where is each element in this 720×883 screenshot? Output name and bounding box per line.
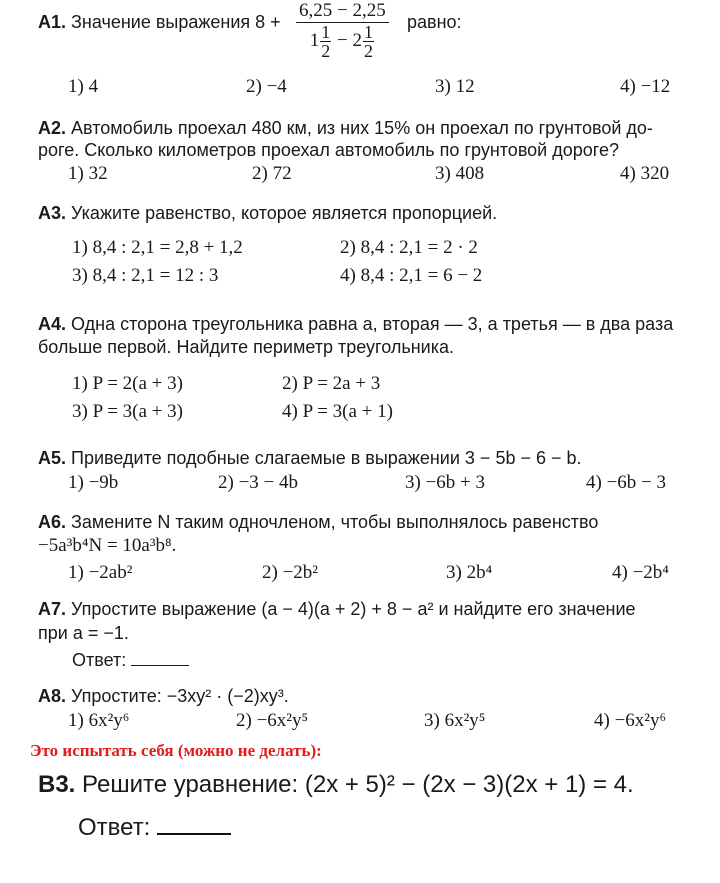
a8-option-1[interactable]: 1) 6x²y⁶ <box>68 710 130 731</box>
a5-label: А5. <box>38 448 67 468</box>
a8-option-2[interactable]: 2) −6x²y⁵ <box>236 710 309 731</box>
optional-note: Это испытать себя (можно не делать): <box>30 741 322 760</box>
a6-question-line1: А6. Замените N таким одночленом, чтобы выполнялось равенство <box>38 512 599 532</box>
a6-question-line2: −5a³b⁴N = 10a³b⁸. <box>38 535 177 556</box>
a5-option-3[interactable]: 3) −6b + 3 <box>405 472 486 493</box>
a4-option-2[interactable]: 2) P = 2a + 3 <box>282 373 381 394</box>
b3-answer <box>78 813 231 842</box>
a7-question-line1: А7. Упростите выражение (a − 4)(a + 2) + 8 − a² и найдите его значение <box>38 599 636 619</box>
a1-question <box>38 12 281 33</box>
a2-option-3[interactable]: 3) 408 <box>435 163 485 184</box>
a2-option-2[interactable]: 2) 72 <box>252 163 292 184</box>
a4-question-line1: А4. Одна сторона треугольника равна a, вторая — 3, а третья — в два раза <box>38 314 674 334</box>
a4-question-line2: больше первой. Найдите периметр треугольника. <box>38 337 455 357</box>
a2-label: А2. <box>38 118 67 138</box>
b3-answer-label: Ответ: <box>78 814 151 841</box>
a1-label: А1. <box>38 12 67 32</box>
a5-option-4[interactable]: 4) −6b − 3 <box>586 472 667 493</box>
a5-option-2[interactable]: 2) −3 − 4b <box>218 472 299 493</box>
a5-question: А5. Приведите подобные слагаемые в выражении 3 − 5b − 6 − b. <box>38 448 582 468</box>
a2-question-line2: роге. Сколько километров проехал автомобиль по грунтовой дороге? <box>38 140 619 160</box>
a1-fraction <box>296 0 389 60</box>
a1-suffix: равно: <box>407 12 462 32</box>
a3-option-2[interactable]: 2) 8,4 : 2,1 = 2 · 2 <box>340 237 478 258</box>
a1-option-1[interactable]: 1) 4 <box>68 76 99 97</box>
a1-option-4[interactable]: 4) −12 <box>620 76 671 97</box>
a7-answer <box>72 649 189 671</box>
a8-question: А8. Упростите: −3xy² · (−2)xy³. <box>38 686 289 706</box>
a3-option-3[interactable]: 3) 8,4 : 2,1 = 12 : 3 <box>72 265 219 286</box>
a6-option-4[interactable]: 4) −2b⁴ <box>612 562 669 583</box>
a1-numerator: 6,25 − 2,25 <box>296 0 389 23</box>
b3-answer-field[interactable] <box>157 813 231 835</box>
a4-option-4[interactable]: 4) P = 3(a + 1) <box>282 401 393 422</box>
a5-option-1[interactable]: 1) −9b <box>68 472 119 493</box>
a4-option-1[interactable]: 1) P = 2(a + 3) <box>72 373 183 394</box>
a3-option-1[interactable]: 1) 8,4 : 2,1 = 2,8 + 1,2 <box>72 237 243 258</box>
a3-question: А3. Укажите равенство, которое является пропорцией. <box>38 203 498 223</box>
a7-answer-field[interactable] <box>131 649 189 666</box>
a8-option-3[interactable]: 3) 6x²y⁵ <box>424 710 486 731</box>
a8-option-4[interactable]: 4) −6x²y⁶ <box>594 710 667 731</box>
a1-denominator: 1 $\frac{1}{2}$ − 2 $\frac{1}{2}$ <box>309 21 373 61</box>
a3-label: А3. <box>38 203 67 223</box>
a1-text: Значение выражения 8 + <box>71 12 281 32</box>
a6-option-2[interactable]: 2) −2b² <box>262 562 318 583</box>
a4-label: А4. <box>38 314 67 334</box>
a8-label: А8. <box>38 686 67 706</box>
a7-question-line2: при a = −1. <box>38 623 129 643</box>
a3-option-4[interactable]: 4) 8,4 : 2,1 = 6 − 2 <box>340 265 483 286</box>
b3-question: В3. Решите уравнение: (2x + 5)² − (2x − 3)(2x + 1) = 4. <box>38 771 634 798</box>
a4-option-3[interactable]: 3) P = 3(a + 3) <box>72 401 183 422</box>
a2-option-1[interactable]: 1) 32 <box>68 163 108 184</box>
a7-answer-label: Ответ: <box>72 650 127 670</box>
a7-label: А7. <box>38 599 67 619</box>
a1-option-2[interactable]: 2) −4 <box>246 76 287 97</box>
a6-option-1[interactable]: 1) −2ab² <box>68 562 133 583</box>
a6-label: А6. <box>38 512 67 532</box>
a6-option-3[interactable]: 3) 2b⁴ <box>446 562 493 583</box>
a1-option-3[interactable]: 3) 12 <box>435 76 475 97</box>
a2-option-4[interactable]: 4) 320 <box>620 163 670 184</box>
b3-label: В3. <box>38 771 76 798</box>
a2-question-line1: А2. Автомобиль проехал 480 км, из них 15% он проехал по грунтовой до- <box>38 118 653 138</box>
